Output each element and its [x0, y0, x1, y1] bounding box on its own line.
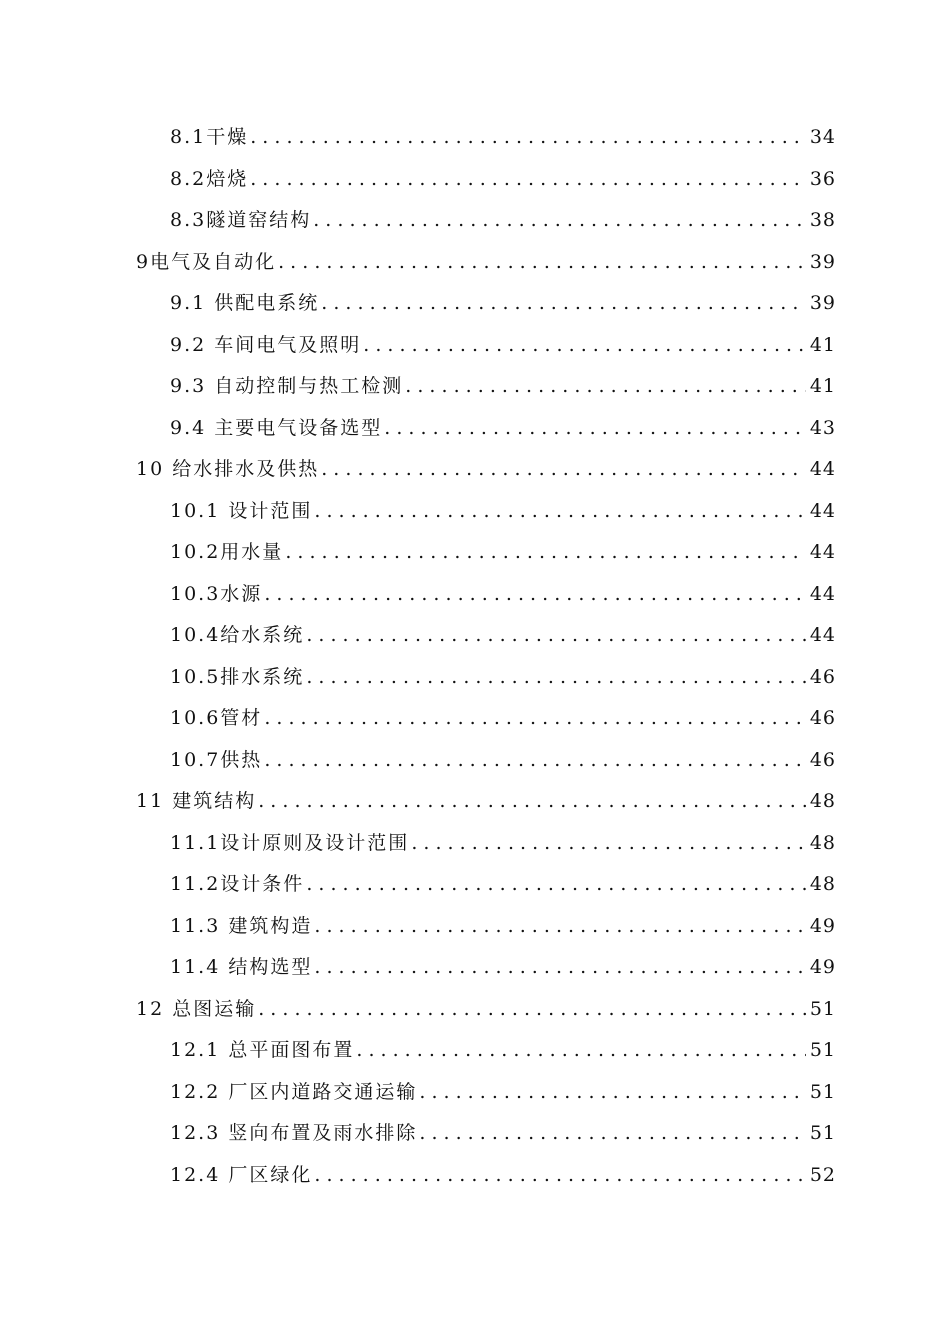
- toc-dot-leader: [411, 823, 806, 865]
- toc-entry[interactable]: [170, 657, 836, 699]
- toc-dot-leader: [264, 574, 806, 616]
- toc-entry-title: 8.2焙烧: [170, 167, 249, 190]
- toc-entry-title: 12.4 厂区绿化: [170, 1163, 313, 1186]
- toc-page-number: 44: [809, 541, 836, 563]
- toc-entry[interactable]: [170, 823, 836, 865]
- toc-dot-leader: [285, 532, 806, 574]
- toc-entry[interactable]: [170, 532, 836, 574]
- toc-dot-leader: [405, 366, 806, 408]
- toc-page-number: 48: [809, 831, 836, 854]
- toc-dot-leader: [264, 698, 806, 740]
- toc-page-number: 51: [809, 1080, 836, 1103]
- toc-entry-title: 9.4 主要电气设备选型: [170, 416, 383, 439]
- toc-dot-leader: [306, 615, 806, 657]
- toc-entry-title: 9.1 供配电系统: [170, 292, 320, 314]
- toc-entry-title: 12.1 总平面图布置: [170, 1039, 355, 1061]
- toc-dot-leader: [258, 989, 806, 1031]
- toc-dot-leader: [363, 325, 806, 367]
- toc-entry-title: 12.2 厂区内道路交通运输: [170, 1080, 418, 1103]
- toc-entry[interactable]: [170, 574, 836, 616]
- toc-entry[interactable]: [170, 864, 836, 906]
- toc-entry-title: 10.5排水系统: [170, 665, 305, 688]
- toc-dot-leader: [419, 1113, 805, 1155]
- toc-entry[interactable]: [136, 242, 836, 284]
- toc-entry[interactable]: [170, 1155, 836, 1197]
- toc-entry[interactable]: [170, 1113, 836, 1155]
- toc-dot-leader: [264, 740, 806, 782]
- toc-entry[interactable]: [170, 159, 836, 201]
- toc-page-number: 46: [809, 707, 836, 729]
- toc-entry[interactable]: [170, 408, 836, 450]
- toc-page-number: 36: [809, 167, 836, 190]
- toc-page-number: 48: [809, 873, 836, 895]
- toc-dot-leader: [306, 864, 806, 906]
- toc-dot-leader: [314, 906, 805, 948]
- toc-entry-title: 10 给水排水及供热: [136, 458, 320, 480]
- toc-page-number: 39: [809, 292, 836, 314]
- toc-entry-title: 9电气及自动化: [136, 250, 277, 273]
- toc-entry-title: 10.4给水系统: [170, 624, 305, 646]
- toc-page-number: 44: [809, 458, 836, 480]
- toc-entry[interactable]: [170, 200, 836, 242]
- toc-dot-leader: [321, 449, 806, 491]
- toc-entry-title: 10.7供热: [170, 748, 263, 771]
- toc-page-number: 46: [809, 748, 836, 771]
- toc-page-number: 44: [809, 582, 836, 605]
- toc-entry[interactable]: [170, 740, 836, 782]
- toc-dot-leader: [278, 242, 806, 284]
- toc-dot-leader: [384, 408, 806, 450]
- toc-page-number: 49: [809, 914, 836, 937]
- toc-page-number: 44: [809, 499, 836, 522]
- toc-page-number: 38: [809, 209, 836, 231]
- toc-entry[interactable]: [170, 366, 836, 408]
- toc-page-number: 51: [809, 1039, 836, 1061]
- toc-page-number: 51: [809, 1122, 836, 1144]
- toc-entry-title: 8.3隧道窑结构: [170, 209, 312, 231]
- toc-page-number: 46: [809, 665, 836, 688]
- toc-entry[interactable]: [170, 283, 836, 325]
- toc-entry[interactable]: [170, 698, 836, 740]
- toc-page-number: 51: [809, 997, 836, 1020]
- toc-dot-leader: [258, 781, 806, 823]
- toc-page-number: 41: [809, 333, 836, 356]
- toc-dot-leader: [306, 657, 806, 699]
- toc-page-number: 44: [809, 624, 836, 646]
- toc-entry[interactable]: [136, 449, 836, 491]
- toc-dot-leader: [313, 200, 806, 242]
- toc-entry-title: 9.2 车间电气及照明: [170, 333, 362, 356]
- toc-dot-leader: [314, 491, 805, 533]
- toc-entry[interactable]: [170, 117, 836, 159]
- toc-entry[interactable]: [136, 989, 836, 1031]
- toc-entry-title: 12 总图运输: [136, 997, 257, 1020]
- toc-dot-leader: [419, 1072, 805, 1114]
- toc-entry[interactable]: [136, 781, 836, 823]
- toc-page-number: 39: [809, 250, 836, 273]
- toc-dot-leader: [356, 1030, 805, 1072]
- toc-entry-title: 11.3 建筑构造: [170, 914, 313, 937]
- toc-entry-title: 10.2用水量: [170, 541, 284, 563]
- toc-entry[interactable]: [170, 1030, 836, 1072]
- toc-entry-title: 10.6管材: [170, 707, 263, 729]
- toc-entry-title: 10.3水源: [170, 582, 263, 605]
- toc-entry-title: 12.3 竖向布置及雨水排除: [170, 1122, 418, 1144]
- toc-page-number: 41: [809, 375, 836, 397]
- toc-entry-title: 9.3 自动控制与热工检测: [170, 375, 404, 397]
- toc-entry-title: 11.1设计原则及设计范围: [170, 831, 410, 854]
- toc-page-number: 52: [809, 1163, 836, 1186]
- toc-page-number: 34: [809, 126, 836, 148]
- toc-page-number: 43: [809, 416, 836, 439]
- toc-entry-title: 11.4 结构选型: [170, 956, 313, 978]
- toc-entry-title: 8.1干燥: [170, 126, 249, 148]
- toc-entry[interactable]: [170, 615, 836, 657]
- toc-entry-title: 11.2设计条件: [170, 873, 305, 895]
- toc-dot-leader: [321, 283, 806, 325]
- toc-dot-leader: [314, 947, 805, 989]
- toc-dot-leader: [314, 1155, 805, 1197]
- toc-entry-title: 11 建筑结构: [136, 790, 257, 812]
- toc-entry[interactable]: [170, 325, 836, 367]
- toc-entry[interactable]: [170, 906, 836, 948]
- toc-entry-title: 10.1 设计范围: [170, 499, 313, 522]
- toc-page-number: 49: [809, 956, 836, 978]
- toc-dot-leader: [250, 117, 806, 159]
- toc-entry[interactable]: [170, 947, 836, 989]
- toc-dot-leader: [250, 159, 806, 201]
- toc-page-number: 48: [809, 790, 836, 812]
- toc-entry[interactable]: [170, 491, 836, 533]
- toc-entry[interactable]: [170, 1072, 836, 1114]
